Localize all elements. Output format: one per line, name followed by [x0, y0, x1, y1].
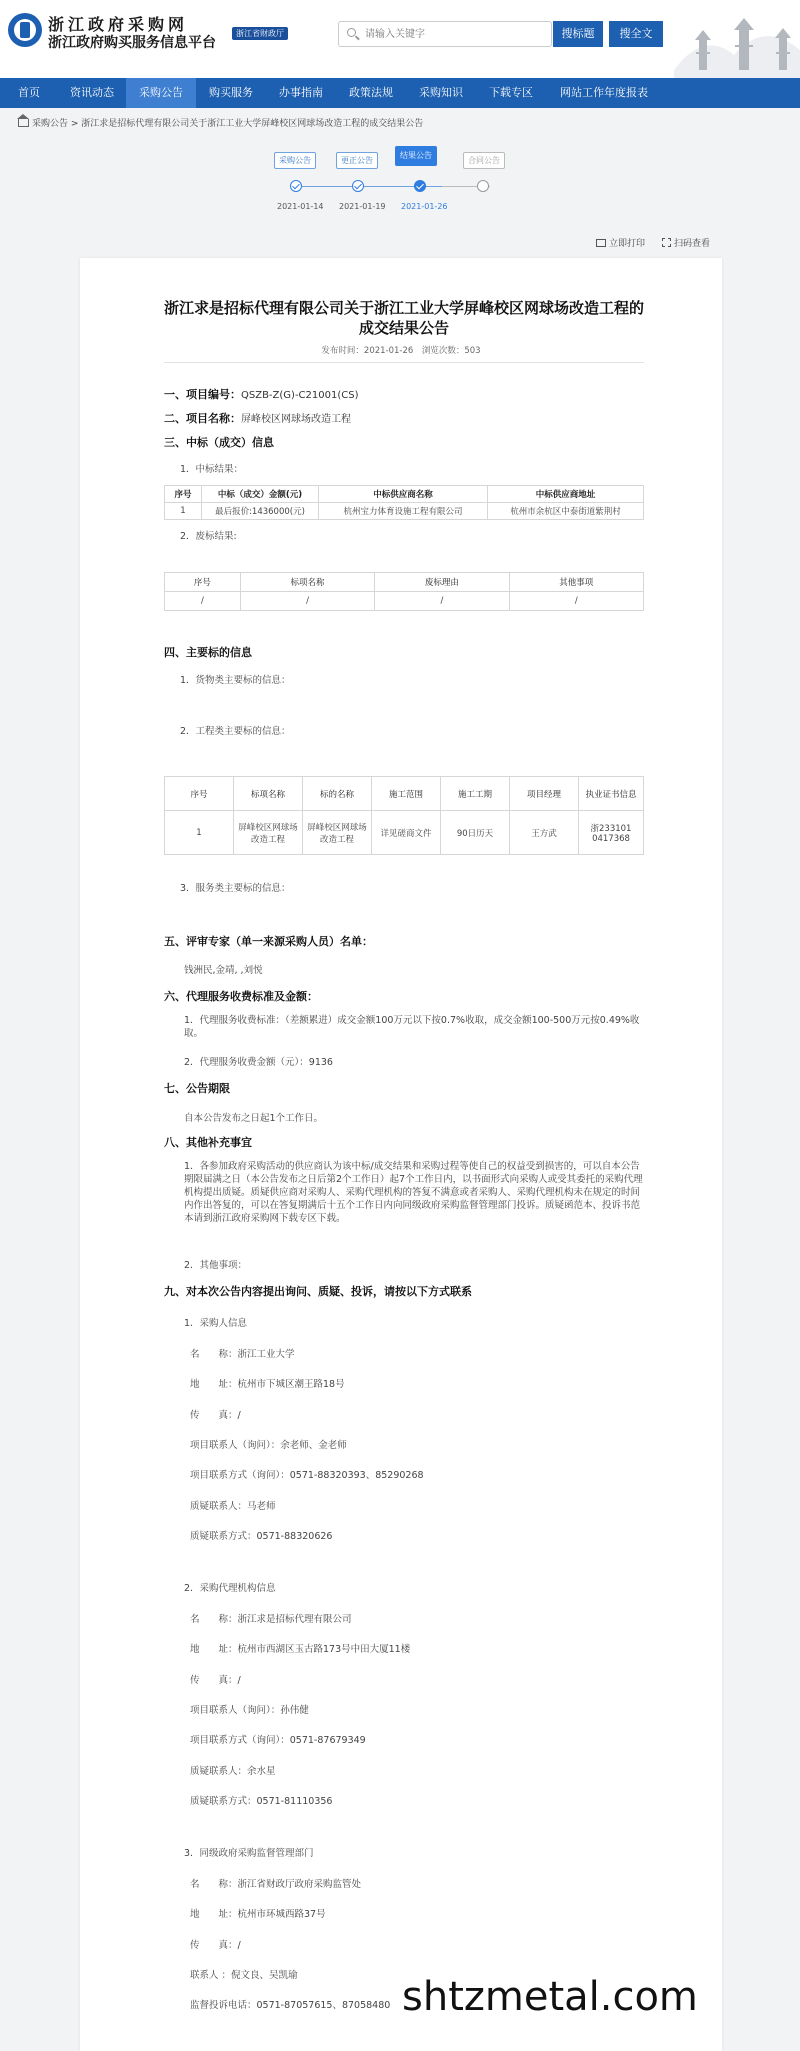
table-header: 中标（成交）金额(元) [202, 486, 319, 503]
table-cell: 屏峰校区网球场改造工程 [303, 811, 372, 855]
table-header: 执业证书信息 [579, 777, 644, 811]
site-name[interactable]: 浙江政府采购网 [48, 15, 189, 34]
step-pending-circle-icon [477, 180, 489, 192]
failed-bid-label: 2．废标结果: [180, 531, 237, 542]
gov-badge: 浙江省财政厅 [232, 27, 288, 40]
table-header: 序号 [165, 486, 202, 503]
agency-fax: 传 真：/ [190, 1675, 241, 1686]
article-title: 浙江求是招标代理有限公司关于浙江工业大学屏峰校区网球场改造工程的成交结果公告 [164, 299, 645, 337]
table-row [165, 811, 644, 855]
printer-icon [596, 239, 606, 247]
site-subtitle[interactable]: 浙江政府购买服务信息平台 [48, 35, 216, 51]
qr-code-icon [662, 238, 671, 247]
pagoda-decoration-icon [674, 0, 800, 78]
supervisor-address: 地 址：杭州市环城西路37号 [190, 1909, 326, 1920]
step-check-icon [352, 180, 364, 192]
table-header: 施工范围 [372, 777, 441, 811]
project-number-value: QSZB-Z(G)-C21001(CS) [241, 390, 359, 401]
title-divider [164, 362, 644, 363]
engineering-table [164, 776, 644, 855]
agency-contact: 项目联系人（询问）：孙伟健 [190, 1705, 309, 1716]
purchaser-complaint-contact: 质疑联系人：马老师 [190, 1501, 276, 1512]
step-label-procurement[interactable]: 采购公告 [274, 152, 316, 169]
home-icon [18, 119, 29, 127]
table-header: 序号 [165, 573, 241, 592]
breadcrumb [18, 116, 423, 129]
nav-annual-report[interactable]: 网站工作年度报表 [560, 86, 648, 99]
table-header: 施工工期 [441, 777, 510, 811]
step-active-check-icon [414, 180, 426, 192]
breadcrumb-root[interactable]: 采购公告 [32, 119, 69, 129]
section-project-number: 一、项目编号：QSZB-Z(G)-C21001(CS) [164, 388, 359, 401]
nav-download[interactable]: 下载专区 [489, 86, 533, 99]
scan-qr-button[interactable] [662, 236, 710, 249]
purchaser-heading: 1．采购人信息 [184, 1318, 248, 1329]
supervisor-contact: 联系人 ：倪文良、吴凯瑜 [190, 1970, 298, 1981]
nav-policy[interactable]: 政策法规 [349, 86, 393, 99]
agency-name: 名 称：浙江求是招标代理有限公司 [190, 1614, 352, 1625]
goods-items-label: 1．货物类主要标的信息： [180, 675, 291, 686]
site-header [0, 0, 800, 78]
section-experts: 五、评审专家（单一来源采购人员）名单： [164, 935, 373, 948]
nav-procurement-notice[interactable]: 采购公告 [126, 78, 196, 108]
table-header: 项目经理 [510, 777, 579, 811]
agency-complaint-contact: 质疑联系人：余水星 [190, 1766, 276, 1777]
main-nav [0, 78, 800, 108]
table-cell: 1 [165, 811, 234, 855]
table-header: 中标供应商地址 [488, 486, 644, 503]
purchaser-phone: 项目联系方式（询问）：0571-88320393、85290268 [190, 1470, 424, 1481]
other-matters-label: 2．其他事项： [184, 1260, 248, 1271]
scan-label: 扫码查看 [674, 239, 711, 249]
supervisor-name: 名 称：浙江省财政厅政府采购监管处 [190, 1879, 362, 1890]
table-cell: 杭州市余杭区中泰街道紫荆村 [488, 503, 644, 520]
table-row [165, 592, 644, 611]
table-cell: 屏峰校区网球场改造工程 [234, 811, 303, 855]
step-label-contract: 合同公告 [463, 152, 505, 169]
purchaser-fax: 传 真：/ [190, 1410, 241, 1421]
purchaser-contact: 项目联系人（询问）：余老师、金老师 [190, 1440, 347, 1451]
step-date-procurement: 2021-01-14 [277, 202, 324, 211]
table-cell: 浙233101 0417368 [579, 811, 644, 855]
table-cell: 90日历天 [441, 811, 510, 855]
award-result-label: 1．中标结果： [180, 464, 244, 475]
nav-home[interactable]: 首页 [18, 86, 40, 99]
search-box [338, 21, 552, 47]
table-cell: 王方武 [510, 811, 579, 855]
search-input[interactable] [363, 24, 547, 44]
supervisor-fax: 传 真：/ [190, 1940, 241, 1951]
nav-news[interactable]: 资讯动态 [70, 86, 114, 99]
nav-knowledge[interactable]: 采购知识 [419, 86, 463, 99]
step-date-result: 2021-01-26 [401, 202, 448, 211]
breadcrumb-current: 浙江求是招标代理有限公司关于浙江工业大学屏峰校区网球场改造工程的成交结果公告 [81, 119, 424, 129]
supervisor-heading: 3．同级政府采购监督管理部门 [184, 1848, 314, 1859]
table-header: 标项名称 [234, 777, 303, 811]
table-header: 中标供应商名称 [319, 486, 488, 503]
notice-period-value: 自本公告发布之日起1个工作日。 [184, 1113, 324, 1124]
section-award-info: 三、中标（成交）信息 [164, 436, 274, 449]
watermark-text: shtzmetal.com [402, 1974, 698, 2020]
table-header: 标项名称 [240, 573, 374, 592]
publish-time: 发布时间：2021-01-26 [321, 346, 414, 356]
service-items-label: 3．服务类主要标的信息： [180, 883, 291, 894]
table-cell: / [375, 592, 509, 611]
table-cell: 1 [165, 503, 202, 520]
table-cell: / [240, 592, 374, 611]
search-icon [347, 28, 356, 37]
purchaser-address: 地 址：杭州市下城区潮王路18号 [190, 1379, 345, 1390]
step-label-result[interactable]: 结果公告 [395, 146, 437, 166]
table-header: 废标理由 [375, 573, 509, 592]
nav-guide[interactable]: 办事指南 [279, 86, 323, 99]
table-header: 序号 [165, 777, 234, 811]
print-label: 立即打印 [609, 239, 646, 249]
table-cell: 最后报价:1436000(元) [202, 503, 319, 520]
table-cell: 杭州宝力体育设施工程有限公司 [319, 503, 488, 520]
agency-fee-standard: 1．代理服务收费标准：（差额累进）成交金额100万元以下按0.7%收取，成交金额100-500万元按0.49%收取。 [184, 1015, 640, 1039]
search-fulltext-button[interactable]: 搜全文 [609, 21, 663, 47]
supervisor-phone: 监督投诉电话：0571-87057615、87058480 [190, 2000, 391, 2011]
table-cell: 详见磋商文件 [372, 811, 441, 855]
project-name-value: 屏峰校区网球场改造工程 [241, 414, 351, 425]
table-row [165, 503, 644, 520]
article-card [80, 258, 722, 2051]
agency-complaint-phone: 质疑联系方式：0571-81110356 [190, 1796, 333, 1807]
section-main-items: 四、主要标的信息 [164, 646, 252, 659]
purchaser-complaint-phone: 质疑联系方式：0571-88320626 [190, 1531, 333, 1542]
section-contact: 九、对本次公告内容提出询问、质疑、投诉，请按以下方式联系 [164, 1285, 472, 1298]
breadcrumb-separator: > [68, 119, 82, 129]
notice-progress-steps [270, 152, 510, 222]
nav-purchase-service[interactable]: 购买服务 [209, 86, 253, 99]
agency-heading: 2．采购代理机构信息 [184, 1583, 276, 1594]
section-notice-period: 七、公告期限 [164, 1082, 230, 1095]
table-cell: / [165, 592, 241, 611]
search-title-button[interactable]: 搜标题 [553, 21, 603, 47]
step-label-correction[interactable]: 更正公告 [336, 152, 378, 169]
print-button[interactable] [596, 236, 645, 249]
award-table [164, 485, 644, 520]
failed-bid-table [164, 572, 644, 611]
table-header: 标的名称 [303, 777, 372, 811]
agency-address: 地 址：杭州市西湖区玉古路173号中田大厦11楼 [190, 1644, 411, 1655]
step-check-icon [290, 180, 302, 192]
view-count: 浏览次数：503 [421, 346, 481, 356]
table-cell: / [509, 592, 643, 611]
site-logo[interactable] [8, 13, 42, 47]
engineering-items-label: 2．工程类主要标的信息： [180, 726, 291, 737]
article-meta [80, 344, 722, 356]
purchaser-name: 名 称：浙江工业大学 [190, 1349, 295, 1360]
agency-phone: 项目联系方式（询问）：0571-87679349 [190, 1735, 366, 1746]
supplementary-paragraph: 1．各参加政府采购活动的供应商认为该中标/成交结果和采购过程等使自己的权益受到损害的，可以自本公告期限届满之日（本公告发布之日后第2个工作日）起7个工作日内，以书面形式向采购人或受其委托的采购代理机构提出质疑。质疑供应商对采购人、采购代理机构的答复不满意或者采购人、采购代理机构未在规定的时间内作出答复的，可以在答复期满后十五个工作日内向同级政府采购监督管理部门投诉。质疑函范本、投诉书范本请到浙江政府采购网下载专区下载。 [184, 1161, 643, 1224]
agency-fee-amount: 2．代理服务收费金额（元）：9136 [184, 1057, 333, 1068]
step-date-correction: 2021-01-19 [339, 202, 386, 211]
section-project-name: 二、项目名称：屏峰校区网球场改造工程 [164, 412, 351, 425]
experts-list: 钱洲民,金靖, ,刘悦 [184, 965, 263, 976]
section-agency-fee: 六、代理服务收费标准及金额： [164, 990, 318, 1003]
table-header: 其他事项 [509, 573, 643, 592]
section-supplementary: 八、其他补充事宜 [164, 1136, 252, 1149]
